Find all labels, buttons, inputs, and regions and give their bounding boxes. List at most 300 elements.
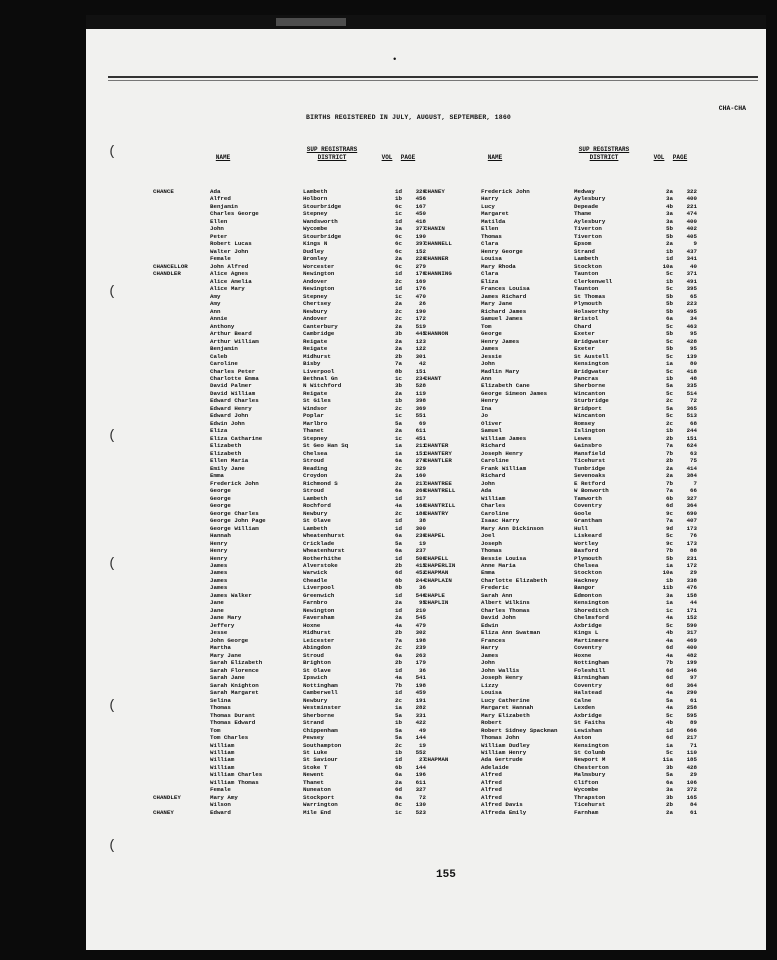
entry-district: Pewsey — [303, 734, 324, 742]
entry-page: 551 — [415, 412, 426, 420]
entry-given-name: Thomas — [481, 547, 502, 555]
register-entry — [153, 719, 443, 726]
entry-volume: 2c — [395, 307, 402, 315]
entry-given-name: Ada — [481, 487, 492, 495]
entry-page: 329 — [415, 464, 426, 472]
entry-given-name: Frances — [481, 636, 506, 644]
entry-page: 173 — [686, 539, 697, 547]
register-entry — [153, 786, 443, 793]
entry-page: 364 — [686, 502, 697, 510]
entry-district: Stepney — [303, 434, 328, 442]
entry-district: Bridgwater — [574, 337, 609, 345]
register-entry — [153, 203, 443, 210]
entry-district: Chertsey — [303, 300, 331, 308]
entry-page: 173 — [686, 524, 697, 532]
register-entry — [424, 308, 724, 315]
register-entry — [153, 599, 443, 606]
entry-given-name: George William — [210, 524, 259, 532]
entry-district: Axbridge — [574, 711, 602, 719]
register-entry — [424, 667, 724, 674]
entry-page: 320 — [415, 188, 426, 195]
entry-volume: 9c — [666, 509, 673, 517]
entry-district: Kings L — [574, 629, 599, 637]
entry-volume: 1b — [395, 397, 402, 405]
entry-volume: 3a — [666, 591, 673, 599]
entry-district: Ticehurst — [574, 801, 606, 809]
register-entry — [153, 472, 443, 479]
entry-page: 495 — [686, 307, 697, 315]
register-entry — [424, 659, 724, 666]
entry-given-name: Female — [210, 786, 231, 794]
entry-page: 237 — [415, 547, 426, 555]
entry-district: Birmingham — [574, 674, 609, 682]
entry-page: 36 — [419, 584, 426, 592]
entry-volume: 2a — [395, 322, 402, 330]
entry-given-name: John — [210, 225, 224, 233]
entry-page: 199 — [686, 659, 697, 667]
entry-page: 624 — [686, 442, 697, 450]
entry-page: 482 — [686, 651, 697, 659]
entry-volume: 3a — [395, 225, 402, 233]
entry-volume: 4a — [395, 621, 402, 629]
entry-page: 230 — [415, 532, 426, 540]
entry-page: 68 — [690, 419, 697, 427]
register-entry — [153, 278, 443, 285]
register-entry — [424, 764, 724, 771]
entry-given-name: William — [210, 749, 235, 756]
entry-volume: 2c — [395, 277, 402, 285]
register-entry — [153, 779, 443, 786]
entry-given-name: William Thomas — [210, 778, 259, 786]
entry-volume: 3a — [666, 195, 673, 203]
entry-district: Newbury — [303, 509, 328, 517]
entry-page: 459 — [415, 689, 426, 697]
entry-given-name: Ann — [481, 375, 492, 382]
entry-volume: 5b — [666, 330, 673, 338]
register-entry — [424, 203, 724, 210]
entry-district: Reigate — [303, 345, 328, 353]
entry-district: Bisby — [303, 360, 321, 368]
register-entry — [424, 465, 724, 472]
entry-volume: 5b — [666, 307, 673, 315]
entry-district: St Austell — [574, 352, 609, 360]
entry-volume: 3b — [666, 763, 673, 771]
entry-volume: 6c — [395, 247, 402, 255]
entry-given-name: Edward Charles — [210, 397, 259, 405]
entry-given-name: Anthony — [210, 322, 235, 330]
entry-district: Islington — [574, 427, 606, 435]
entry-given-name: Lucy — [481, 202, 495, 210]
register-entry — [424, 532, 724, 539]
entry-district: Thrapston — [574, 793, 606, 801]
entry-volume: 7a — [395, 360, 402, 368]
entry-district: Sherborne — [574, 382, 606, 390]
entry-page: 428 — [686, 763, 697, 771]
entry-given-name: Walter John — [210, 247, 249, 255]
entry-district: Stockport — [303, 793, 335, 801]
entry-given-name: Alfred — [210, 195, 231, 203]
entry-district: Coventry — [574, 681, 602, 689]
entry-district: Wincanton — [574, 412, 606, 420]
entry-page: 190 — [415, 307, 426, 315]
entry-given-name: John — [481, 479, 495, 487]
entry-volume: 1b — [395, 195, 402, 203]
register-entry — [153, 442, 443, 449]
register-entry — [424, 689, 724, 696]
entry-given-name: Henry — [210, 554, 228, 562]
entry-volume: 1a — [395, 704, 402, 712]
entry-given-name: David Palmer — [210, 382, 252, 390]
entry-volume: 2b — [395, 352, 402, 360]
entry-district: Medway — [574, 188, 595, 195]
entry-given-name: Benjamin — [210, 202, 238, 210]
page-id: CHA-CHA — [718, 105, 746, 112]
entry-district: Bristol — [574, 315, 599, 323]
entry-volume: 6a — [395, 651, 402, 659]
entry-given-name: Alfred — [481, 793, 502, 801]
entry-district: Marlbro — [303, 419, 328, 427]
register-entry — [424, 674, 724, 681]
entry-district: Tamworth — [574, 494, 602, 502]
right-name-header: NAME — [487, 154, 503, 161]
entry-given-name: William Henry — [481, 749, 527, 756]
register-entry — [424, 405, 724, 412]
entry-given-name: William — [210, 763, 235, 771]
entry-district: Mile End — [303, 808, 331, 816]
register-entry — [424, 300, 724, 307]
entry-given-name: Matilda — [481, 217, 506, 225]
register-entry — [424, 629, 724, 636]
register-entry — [153, 659, 443, 666]
register-entry — [153, 457, 443, 464]
entry-page: 317 — [686, 629, 697, 637]
register-entry — [424, 353, 724, 360]
entry-page: 171 — [686, 606, 697, 614]
entry-page: 437 — [686, 247, 697, 255]
entry-given-name: Isaac Harry — [481, 517, 520, 525]
entry-given-name: Harry — [481, 644, 499, 652]
entry-district: Sevenoaks — [574, 472, 606, 480]
entry-page: 418 — [415, 217, 426, 225]
entry-surname: CHAPERLIN — [424, 562, 456, 569]
register-entry — [153, 629, 443, 636]
left-vol-header: VOL — [381, 154, 393, 161]
entry-volume: 6d — [666, 681, 673, 689]
register-entry — [153, 420, 443, 427]
entry-volume: 5c — [666, 285, 673, 293]
register-entry — [424, 218, 724, 225]
entry-district: Stoke T — [303, 763, 328, 771]
scan-smudge — [276, 18, 346, 26]
entry-page: 474 — [686, 210, 697, 218]
entry-given-name: Mary Elizabeth — [481, 711, 530, 719]
left-page-header: PAGE — [400, 154, 416, 161]
entry-page: 445 — [415, 330, 426, 338]
register-entry — [424, 195, 724, 202]
entry-volume: 1d — [395, 524, 402, 532]
entry-given-name: David William — [210, 389, 256, 397]
entry-page: 418 — [686, 367, 697, 375]
entry-volume: 3b — [395, 330, 402, 338]
register-entry — [153, 300, 443, 307]
entry-district: Andover — [303, 277, 328, 285]
entry-surname: CHANEY — [153, 808, 174, 816]
register-entry — [424, 637, 724, 644]
register-entry — [424, 682, 724, 689]
entry-volume: 4b — [666, 629, 673, 637]
entry-page: 63 — [690, 449, 697, 457]
entry-given-name: George Simeon James — [481, 389, 548, 397]
entry-page: 151 — [415, 449, 426, 457]
register-entry — [424, 749, 724, 756]
entry-page: 384 — [686, 472, 697, 480]
register-entry — [424, 338, 724, 345]
entry-page: 9 — [693, 240, 697, 248]
entry-volume: 1b — [395, 719, 402, 727]
entry-given-name: Ellen — [481, 225, 499, 233]
binder-hole-mark: ( — [108, 428, 117, 444]
entry-page: 95 — [690, 330, 697, 338]
register-entry — [153, 248, 443, 255]
entry-page: 49 — [419, 726, 426, 734]
entry-page: 220 — [415, 255, 426, 263]
entry-volume: 6d — [666, 502, 673, 510]
right-sup-header: SUP REGISTRARS — [578, 146, 630, 153]
register-entry — [153, 547, 443, 554]
entry-district: Sherborne — [303, 711, 335, 719]
register-entry — [153, 652, 443, 659]
entry-given-name: Ellen — [210, 217, 228, 225]
entry-volume: 2c — [395, 404, 402, 412]
entry-given-name: Frank William — [481, 464, 527, 472]
entry-given-name: Jane Mary — [210, 614, 242, 622]
entry-volume: 2c — [395, 741, 402, 749]
entry-page: 61 — [690, 808, 697, 816]
register-entry — [424, 592, 724, 599]
entry-page: 179 — [415, 659, 426, 667]
entry-given-name: Louisa — [481, 689, 502, 697]
entry-surname: CHANCELLOR — [153, 262, 188, 270]
entry-given-name: Oliver — [481, 419, 502, 427]
entry-given-name: Tom — [481, 322, 492, 330]
entry-given-name: Female — [210, 255, 231, 263]
entry-given-name: Ina — [481, 404, 492, 412]
right-vol-header: VOL — [653, 154, 665, 161]
entry-volume: 3a — [666, 210, 673, 218]
entry-page: 69 — [419, 419, 426, 427]
entry-page: 160 — [415, 472, 426, 480]
entry-given-name: Joel — [481, 532, 495, 540]
register-entry — [424, 547, 724, 554]
register-entry — [424, 809, 724, 816]
entry-given-name: Edward Henry — [210, 404, 252, 412]
entry-page: 217 — [686, 734, 697, 742]
entry-district: Stockton — [574, 569, 602, 577]
entry-volume: 8c — [395, 801, 402, 809]
entry-volume: 5b — [666, 300, 673, 308]
entry-page: 152 — [415, 247, 426, 255]
entry-given-name: Ellen Maria — [210, 457, 249, 465]
entry-page: 364 — [686, 681, 697, 689]
entry-volume: 9c — [666, 539, 673, 547]
entry-given-name: Sarah Ann — [481, 591, 513, 599]
entry-volume: 1d — [395, 188, 402, 195]
entry-volume: 5a — [395, 539, 402, 547]
entry-volume: 1d — [395, 270, 402, 278]
entry-given-name: Samuel — [481, 427, 502, 435]
register-entry — [153, 794, 443, 801]
entry-volume: 7a — [666, 487, 673, 495]
entry-volume: 6c — [395, 202, 402, 210]
entry-page: 595 — [686, 711, 697, 719]
right-page-header: PAGE — [672, 154, 688, 161]
entry-district: Bridport — [574, 404, 602, 412]
register-entry — [424, 360, 724, 367]
entry-volume: 5b — [666, 554, 673, 562]
entry-volume: 5c — [666, 412, 673, 420]
register-entry — [153, 210, 443, 217]
entry-page: 290 — [686, 689, 697, 697]
entry-surname: CHANDLER — [153, 270, 181, 278]
register-entry — [424, 480, 724, 487]
register-entry — [424, 712, 724, 719]
entry-given-name: George Charles — [210, 509, 259, 517]
register-entry — [153, 689, 443, 696]
entry-district: Newport M — [574, 756, 606, 764]
entry-volume: 5c — [666, 322, 673, 330]
binder-hole-mark: ( — [108, 284, 117, 300]
entry-district: Thame — [574, 210, 592, 218]
entry-page: 72 — [419, 793, 426, 801]
entry-given-name: William Dudley — [481, 741, 530, 749]
entry-volume: 2a — [395, 255, 402, 263]
entry-district: Aylesbury — [574, 217, 606, 225]
entry-volume: 5a — [395, 419, 402, 427]
binder-hole-mark: ( — [108, 838, 117, 854]
register-entry — [153, 622, 443, 629]
entry-page: 279 — [415, 262, 426, 270]
register-entry — [424, 382, 724, 389]
entry-given-name: Selina — [210, 696, 231, 704]
entry-page: 456 — [415, 195, 426, 203]
entry-given-name: Jesse — [210, 629, 228, 637]
entry-volume: 6c — [395, 240, 402, 248]
entry-given-name: Alfred — [481, 786, 502, 794]
entry-district: Wortley — [574, 539, 599, 547]
register-entry — [153, 218, 443, 225]
entry-volume: 6a — [395, 457, 402, 465]
register-entry — [424, 704, 724, 711]
entry-given-name: Sarah Knighton — [210, 681, 259, 689]
entry-given-name: Richard James — [481, 307, 527, 315]
register-entry — [424, 270, 724, 277]
entry-given-name: Mary Ann Dickinson — [481, 524, 544, 532]
entry-district: Lambeth — [303, 494, 328, 502]
entry-given-name: Alfred — [481, 778, 502, 786]
entry-page: 152 — [686, 614, 697, 622]
register-entry — [153, 293, 443, 300]
entry-volume: 6d — [395, 786, 402, 794]
register-entry — [153, 555, 443, 562]
register-entry — [424, 412, 724, 419]
entry-page: 690 — [686, 509, 697, 517]
register-entry — [153, 330, 443, 337]
entry-page: 19 — [419, 741, 426, 749]
entry-page: 190 — [415, 232, 426, 240]
entry-page: 422 — [415, 719, 426, 727]
entry-surname: CHANNING — [424, 270, 452, 278]
entry-district: Newbury — [303, 307, 328, 315]
entry-district: Taunton — [574, 285, 599, 293]
entry-volume: 5c — [666, 389, 673, 397]
entry-page: 397 — [415, 240, 426, 248]
register-entry — [424, 742, 724, 749]
entry-district: Halstead — [574, 689, 602, 697]
entry-given-name: Frederick John — [481, 188, 530, 195]
entry-given-name: Joseph — [481, 539, 502, 547]
entry-given-name: Jessie — [481, 352, 502, 360]
register-entry — [424, 315, 724, 322]
entry-surname: CHANTRILL — [424, 502, 456, 510]
register-entry — [424, 487, 724, 494]
entry-district: Southampton — [303, 741, 342, 749]
entry-volume: 2a — [395, 614, 402, 622]
entry-given-name: Charles Thomas — [481, 606, 530, 614]
entry-volume: 1a — [666, 599, 673, 607]
entry-district: Strand — [303, 719, 324, 727]
register-entry — [424, 786, 724, 793]
entry-page: 611 — [415, 778, 426, 786]
register-entry — [424, 248, 724, 255]
entry-given-name: Eliza Ann Swatman — [481, 629, 541, 637]
entry-district: Westminster — [303, 704, 342, 712]
register-entry — [153, 727, 443, 734]
entry-volume: 1d — [666, 726, 673, 734]
entry-volume: 1a — [395, 449, 402, 457]
entry-given-name: John — [481, 659, 495, 667]
entry-volume: 6d — [666, 644, 673, 652]
entry-district: St Columb — [574, 749, 606, 756]
entry-volume: 2a — [395, 427, 402, 435]
entry-district: Strand — [574, 247, 595, 255]
entry-page: 371 — [686, 270, 697, 278]
entry-given-name: Alfreda Emily — [481, 808, 527, 816]
entry-district: Reigate — [303, 389, 328, 397]
entry-volume: 5c — [666, 337, 673, 345]
entry-volume: 5c — [666, 749, 673, 756]
register-entry — [153, 495, 443, 502]
entry-given-name: Frederic — [481, 584, 509, 592]
register-entry — [424, 517, 724, 524]
entry-given-name: Lizzy — [481, 681, 499, 689]
register-entry — [424, 607, 724, 614]
entry-page: 300 — [415, 524, 426, 532]
entry-given-name: Peter — [210, 232, 228, 240]
entry-given-name: George — [210, 494, 231, 502]
register-entry — [153, 412, 443, 419]
entry-volume: 4a — [395, 674, 402, 682]
entry-district: Martinmere — [574, 636, 609, 644]
entry-district: St Olave — [303, 517, 331, 525]
register-entry — [424, 756, 724, 763]
entry-district: Hackney — [574, 576, 599, 584]
entry-given-name: Charlotte Elizabeth — [481, 576, 548, 584]
entry-given-name: Mary Jane — [210, 651, 242, 659]
entry-page: 167 — [415, 202, 426, 210]
entry-given-name: Elizabeth — [210, 442, 242, 450]
register-entry — [153, 195, 443, 202]
entry-volume: 7b — [395, 681, 402, 689]
